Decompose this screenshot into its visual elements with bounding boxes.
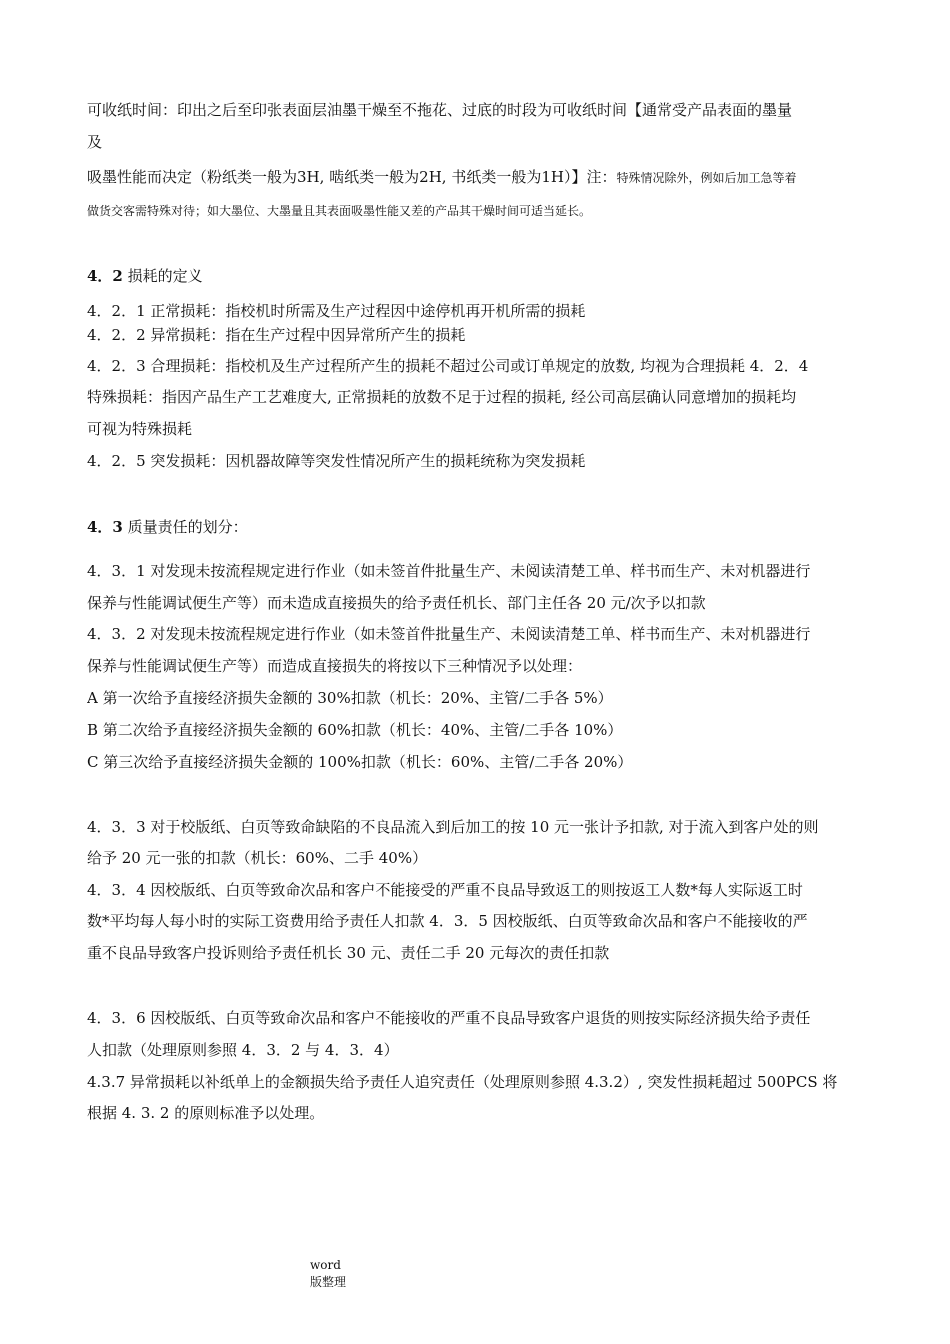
section-4-3-item-c: C 第三次给予直接经济损失金额的 100%扣款（机长：60%、主管/二手各 20%）: [87, 753, 633, 771]
intro-line-1: 可收纸时间：印出之后至印张表面层油墨干燥至不拖花、过底的时段为可收纸时间【通常受产品表面的墨量: [87, 101, 793, 119]
intro-line-3: [87, 166, 899, 189]
section-4-3-line-6: 给予 20 元一张的扣款（机长：60%、二手 40%）: [87, 849, 428, 867]
section-4-3-line-4: 保养与性能调试便生产等）而造成直接损失的将按以下三种情况予以处理：: [87, 657, 583, 675]
section-4-3-item-b: B 第二次给予直接经济损失金额的 60%扣款（机长：40%、主管/二手各 10%）: [87, 721, 623, 739]
section-4-3-line-5: 4．3．3 对于校版纸、白页等致命缺陷的不良品流入到后加工的按 10 元一张计予扣款, 对于流入到客户处的则: [87, 818, 819, 836]
footer-word: word: [310, 1258, 341, 1272]
section-4-2-title: 损耗的定义: [122, 267, 203, 285]
section-4-3-item-a: A 第一次给予直接经济损失金额的 30%扣款（机长：20%、主管/二手各 5%）: [87, 689, 613, 707]
section-4-3-line-7: 4．3．4 因校版纸、白页等致命次品和客户不能接受的严重不良品导致返工的则按返工人数*每人实际返工时: [87, 881, 803, 899]
section-4-2-line-2: 4．2．2 异常损耗：指在生产过程中因异常所产生的损耗: [87, 326, 466, 344]
section-4-3-line-1: 4．3．1 对发现未按流程规定进行作业（如未签首件批量生产、未阅读清楚工单、样书而生产、未对机器进行: [87, 562, 811, 580]
section-4-2-line-5: 可视为特殊损耗: [87, 420, 193, 438]
section-4-2-line-1: 4．2．1 正常损耗：指校机时所需及生产过程因中途停机再开机所需的损耗: [87, 302, 586, 320]
section-4-3-line-2: 保养与性能调试便生产等）而未造成直接损失的给予责任机长、部门主任各 20 元/次予以扣款: [87, 594, 706, 612]
section-4-3-line-8: 数*平均每人每小时的实际工资费用给予责任人扣款 4．3．5 因校版纸、白页等致命次品和客户不能接收的严: [87, 912, 808, 930]
section-4-3-line-10: 4．3．6 因校版纸、白页等致命次品和客户不能接收的严重不良品导致客户退货的则按实际经济损失给予责任: [87, 1009, 811, 1027]
intro-line-4: 做货交客需特殊对待；如大墨位、大墨量且其表面吸墨性能又差的产品其干燥时间可适当延长。: [87, 204, 592, 218]
intro-line-3-main: 吸墨性能而决定（粉纸类一般为3H, 啮纸类一般为2H, 书纸类一般为1H）】注：: [87, 168, 617, 186]
section-4-3-line-12: 4.3.7 异常损耗以补纸单上的金额损失给予责任人追究责任（处理原则参照 4.3.2）, 突发性损耗超过 500PCS 将: [87, 1073, 838, 1091]
footer-caption: 版整理: [310, 1275, 347, 1289]
section-4-2-heading: [87, 265, 899, 287]
section-4-3-line-9: 重不良品导致客户投诉则给予责任机长 30 元、责任二手 20 元每次的责任扣款: [87, 944, 610, 962]
section-4-3-number: 4．3: [87, 518, 123, 536]
section-4-3-line-13: 根据 4. 3. 2 的原则标准予以处理。: [87, 1104, 325, 1122]
section-4-3-heading: [87, 516, 899, 538]
section-4-3-line-3: 4．3．2 对发现未按流程规定进行作业（如未签首件批量生产、未阅读清楚工单、样书而生产、未对机器进行: [87, 625, 811, 643]
section-4-2-line-6: 4．2．5 突发损耗：因机器故障等突发性情况所产生的损耗统称为突发损耗: [87, 452, 586, 470]
intro-line-2: 及: [87, 133, 103, 151]
section-4-2-number: 4．2: [87, 267, 123, 285]
section-4-3-title: 质量责任的划分：: [122, 518, 248, 536]
section-4-3-line-11: 人扣款（处理原则参照 4．3．2 与 4．3．4）: [87, 1041, 399, 1059]
section-4-2-line-3: 4．2．3 合理损耗：指校机及生产过程所产生的损耗不超过公司或订单规定的放数, 均视为合理损耗 4．2．4: [87, 357, 809, 375]
section-4-2-line-4: 特殊损耗：指因产品生产工艺难度大, 正常损耗的放数不足于过程的损耗, 经公司高层确认同意增加的损耗均: [87, 388, 797, 406]
intro-line-3-note: 特殊情况除外，例如后加工急等着: [616, 171, 797, 185]
